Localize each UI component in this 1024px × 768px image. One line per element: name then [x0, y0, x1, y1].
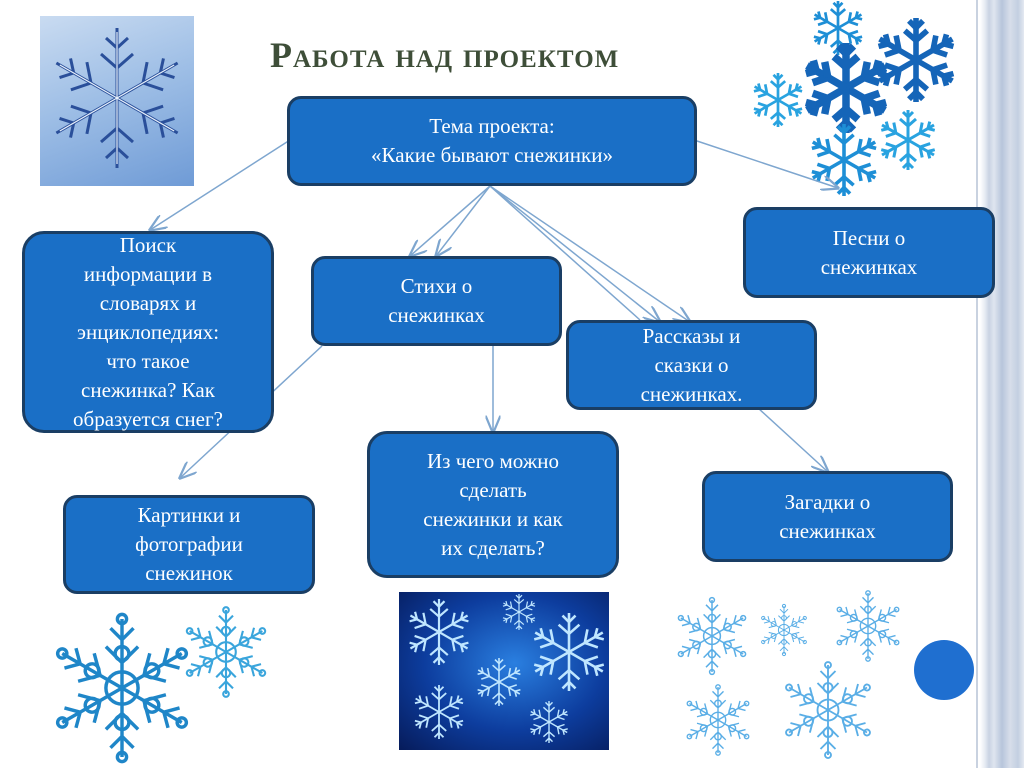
snowflake-photo-top-left — [40, 16, 194, 186]
snowflake-night-photo — [399, 592, 609, 750]
node-riddles: Загадки о снежинках — [702, 471, 953, 562]
snowflake-icon — [40, 16, 194, 186]
snowflake-group-icon — [662, 586, 912, 768]
node-poems: Стихи о снежинках — [311, 256, 562, 346]
slide-border-line — [976, 0, 978, 768]
node-stories: Рассказы и сказки о снежинках. — [566, 320, 817, 410]
node-songs: Песни о снежинках — [743, 207, 995, 298]
node-pictures: Картинки и фотографии снежинок — [63, 495, 315, 594]
node-make: Из чего можно сделать снежинки и как их сделать? — [367, 431, 619, 578]
blue-dot-icon — [914, 640, 974, 700]
slide-side-band — [980, 0, 1024, 768]
slide-title: Работа над проектом — [270, 35, 620, 75]
snowflake-cluster-icon — [748, 0, 968, 200]
node-search-info: Поиск информации в словарях и энциклопедиях: что такое снежинка? Как образуется снег? — [22, 231, 274, 433]
snowflake-ornament-icon — [48, 600, 278, 768]
snowflake-icon — [399, 592, 609, 750]
node-topic: Тема проекта: «Какие бывают снежинки» — [287, 96, 697, 186]
